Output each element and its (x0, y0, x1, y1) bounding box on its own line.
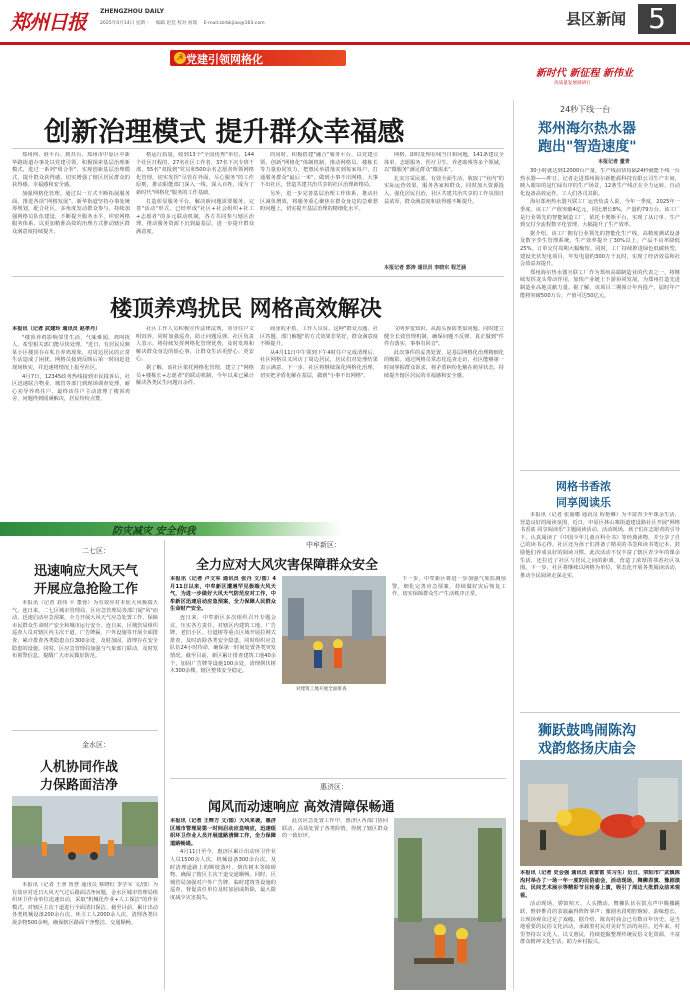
paragraph: 据了解，该社区依托网格化管理，建立了"网格员+楼栋长+志愿者"的联动机制，今年以来已累计解决各类民生问题百余件。 (136, 364, 254, 387)
divider (170, 778, 506, 779)
right-story1-kicker: 24秒下线一台 (560, 105, 611, 114)
paragraph: "楼顶养鸡影响邻里生活，气味难闻、鸡叫扰人，希望相关部门能尽快处理。"近日，有居民反映某小区楼顶存在私自养鸡现象，对周边居民的正常生活造成了困扰。网格员接到反映后第一时间赶赴现场核实，并迅速将情况上报至社区。 (12, 334, 130, 371)
story1-column-2 (136, 152, 254, 272)
paragraph: 打造彰显服务平台。解决新问题需要服务，完善"活动"形式，已经形成"社区+社会组织+社工+志愿者"的多元联动机制，各方共同参与辖区治理，推动服务资源下沉到最基层，进一步提升群众满意度。 (136, 198, 254, 235)
party-emblem-icon: ☭ (174, 52, 186, 64)
paragraph: 4月11日至今，惠济区累计出动环卫作业人员1500余人次，机械设备300余台次，及时清理道路上的断枝落叶、倒伏树木等障碍物，确保了辖区主次干道交通顺畅。同时，区城管局加强对户外广告牌、临时建筑等设施的巡查，督促责任单位及时加固或拆除，最大限度减少灾害损失。 (170, 849, 276, 901)
issue-editor: 编辑 赵佳 校对 祝瑞 (155, 21, 198, 26)
divider (520, 470, 680, 471)
issue-info (100, 20, 270, 26)
story2-headline: 楼顶养鸡扰民 网格高效解决 (110, 296, 382, 322)
paragraph: 活动现场，锣鼓喧天、人头攒动，舞狮队伍在鼓点声中腾挪跳跃，惟妙惟肖的表演赢得阵阵掌声；豫剧名段唱腔婉转、韵味悠长，让现场观众过足了戏瘾。据介绍，陈沟村庙会已有数百年历史，是当地重要的民俗文化活动，承载着村民对美好生活的向往。近年来，村里坚持以文化人、以文惠民，持续挖掘整理传统民俗文化资源，丰富群众精神文化生活，助力乡村振兴。 (520, 901, 680, 946)
story5-headline: 全力应对大风灾害保障群众安全 (196, 558, 379, 573)
paragraph: 社区工作人员积极宣传法律法规，劝导住户文明饲养，同时加强巡查，防止问题反弹。社区负责人表示，将持续发挥网格化管理优势，及时发现和解决群众身边的烦心事，让群众生活更舒心、更安心。 (136, 326, 254, 363)
right-story3-headline-2: 戏韵悠扬庆庙会 (538, 741, 636, 757)
right-story3-caption: 本报讯（记者 史会强 通讯员 袁雷雷 实习生）近日，荥阳市广武镇陈沟村举办了一场一年一度的民俗庙会，活动现场，舞狮表演、豫剧演出、民间艺术展示等精彩节目轮番上演，吸引了周边大批群众前来观看。 (520, 870, 680, 899)
story1-column-4 (384, 152, 504, 264)
story6-headline: 闻风而动速响应 高效清障保畅通 (208, 800, 395, 815)
newspaper-logo: 郑州日报 (10, 10, 86, 34)
story3-body (12, 600, 158, 724)
masthead-rule (0, 42, 690, 45)
slogan-main: 新时代 新征程 新伟业 (536, 68, 633, 79)
newspaper-english-name: ZHENGZHOU DAILY (100, 8, 164, 15)
story4-headline-2: 力保路面洁净 (40, 778, 119, 793)
column-separator (513, 100, 514, 990)
paragraph: 30小时就达到12000台产量，生产线前快每隔24秒就能下线一台热水器——昨日，记者走进郑州海尔新能源科技有限公司生产车间，映入眼帘的是忙碌有序的生产场景，12条生产线正在全力运转，自动化设备高效运作，工人们各司其职。 (520, 168, 680, 197)
paragraph: 本报讯（记者 王翠 鲁慧 通讯员 蔡晓红 李学军 文/图）为有效应对近日大风天气过后路面洁净问题，金水区城市管理局组织环卫作业单位迅速出动，采取"机械化作业+人工保洁"的作业模式，对辖区主次干道进行全面清扫保洁。截至目前，累计出动各类机械设备200余台次、环卫工人2000余人次，清理各类垃圾杂物500余吨，确保辖区路面干净整洁、交通顺畅。 (12, 882, 158, 926)
story3-headline-1: 迅速响应大风天气 (34, 564, 139, 579)
right-story1-body (520, 168, 680, 456)
paragraph: 本报讯（记者 刘伟 平 董蓉）为有效应对本轮大风极端天气，连日来，二七区城市管理局、区应急管理局等部门闻"风"而动，迅速启动应急预案，全力开展大风天气应急处置工作，保障市民群众生命财产安全和城市运行安全。连日来，区城管局组织巡查人员对辖区内主次干道、广告牌匾、户外设施等开展全面排查，累计排查各类隐患点位300余处，及时加固、清理存在安全隐患的设施。同时，区应急管理局加强与气象部门联动，及时发布预警信息，提醒广大市民做好防范。 (12, 600, 158, 660)
construction-site-photo (282, 576, 386, 684)
section-title: 县区新闻 (566, 10, 627, 28)
slogan-sub: 高质量发展调研行 (554, 81, 591, 86)
right-story1-headline-1: 郑州海尔热水器 (538, 121, 636, 137)
disaster-banner-label: 防灾减灾 安全你我 (112, 526, 196, 537)
right-story3-body (520, 870, 680, 992)
story1-column-1 (12, 152, 130, 272)
paragraph: 扎实宣采民部，有效全面生活，收取了"业内"的实际运营效果，服务各家和群众，同时加大资源投入，强化居民自治，社区共建共治共享的工作氛围日益浓厚，群众满意度和获得感不断提升。 (384, 175, 504, 205)
story6-lead: 本报讯（记者 王辉方 文/图）大风来袭，惠济区城市管理局第一时间启动应急响应，迅速组织环卫作业人员开展道路清障工作，全力保障道路畅通。 (170, 818, 276, 847)
paragraph: 从4月11日中午领到下午4时住户完成清理后，社区网格员又回访了周边居民，居民们对处理结果表示满意。下一步，社区将继续深化网格化治理，切实把矛盾化解在基层，做到"小事不出网格"。 (260, 349, 378, 379)
story3-district-tag: 二七区： (82, 547, 110, 555)
column-separator (164, 540, 165, 990)
divider (12, 730, 158, 731)
story1-byline: 本报记者 郭涛 通讯员 李晓东 程芝涵 (384, 265, 466, 271)
story3-headline-2: 开展应急抢险工作 (34, 582, 139, 597)
divider (12, 148, 504, 149)
paragraph: 连日来，中牟新区多次组织召开专题会议，压实各方责任，对辖区内建筑工地、广告牌、老旧小区、行道树等重点区域开展拉网式排查，及时消除各类安全隐患。同时组织应急队伍24小时待命，确保第一时间处置各类突发情况。截至目前，新区累计排查建筑工地40余个，加固广告牌等设施100余处，清理倒伏树木300余棵，辖区整体安全稳定。 (170, 614, 276, 675)
story6-district-tag: 惠济区： (320, 783, 348, 791)
story5-district-tag: 中牟新区： (306, 541, 341, 549)
story1-headline: 创新治理模式 提升群众幸福感 (44, 117, 405, 148)
paragraph: 据介绍，该工厂拥有行业领先的智能化生产线、高精度测试设备及数字孪生管理系统，生产效率提升了30%以上，产品不良率降低25%，订单交付周期大幅缩短。同时，工厂持续推进绿色低碳转型，建设光伏发电项目，年发电量约300万千瓦时，实现了经济效益和社会效益双提升。 (520, 230, 680, 268)
story4-headline-1: 人机协同作战 (40, 760, 119, 775)
paragraph: 下一步，中牟新区将进一步加强气象监测预警，细化完善应急预案，持续做好灾后恢复工作，切实保障群众生产生活秩序正常。 (392, 576, 506, 598)
story6-column-2 (282, 818, 388, 990)
issue-email[interactable]: E-mail:zzrbkjiao@163.com (203, 21, 265, 26)
lion-dance-illustration (520, 760, 682, 866)
issue-date: 2025年4月14日 星期一 (100, 21, 150, 26)
paragraph: 商身的矛盾，工作人员说，这种"群众点题、社区答题、部门解题"的方式效果非常好，群众满意度不断提升。 (260, 326, 378, 348)
paragraph: 网格、即时处理在线当日和问题，141条建议全体单，志愿服务、医疗卫生、养老助残等多个领域，以"微服务"满足群众"微需求"。 (384, 152, 504, 174)
story5-photo-caption: 对建筑工地开展全面排查 (296, 687, 347, 692)
story2-lead: 本报讯（记者 武建玲 通讯员 赵孝丹） (12, 326, 101, 332)
right-story1-headline-2: 跑出"智造速度" (538, 139, 637, 155)
paragraph: 文明养宠知识，从源头预防类似问题。同时建立健全长效管理机制，确保问题不反弹，真正做到"件件有落实、事事有回音"。 (384, 326, 504, 348)
right-story2-body (520, 512, 680, 700)
story6-column-1 (170, 818, 276, 990)
paragraph: 此次应急处置工作中，惠济区各部门协同联动，高效处置了各类险情，得到了辖区群众的一致好评。 (282, 818, 388, 840)
paragraph: 郑州海尔热水器互联工厂作为郑州高端制造业的代表之一，将继续发挥龙头带动作用，加快产业链上下游协同发展，为郑州打造先进制造业高地贡献力量。据了解，该项目二期预计年内投产，届时年产能将突破500万台，产值可达50亿元。 (520, 269, 680, 299)
divider (520, 712, 680, 713)
paragraph: 海尔郑州热水器互联工厂运营负责人说，今年一季度，2025年一季度，该工厂产值突破4亿元，同比增长8%，产量约79万台。该工厂是行业领先的智能制造工厂，依托卡奥斯平台，实现了从订单、生产到交付全流程数字化管理，大幅提升了生产效率。 (520, 199, 680, 229)
story5-column-1 (170, 576, 276, 772)
story4-body (12, 882, 158, 990)
story2-column-2 (136, 326, 254, 516)
paragraph: 的同时，积极搭建"融合"服务平台，以党建引领、创新"网格化"体制机制，推动网格员、楼栋长等力量协同发力，把惠民举措落实到每家每户，打通服务群众"最后一米"，做到小事不出网格、大事不出社区，营造共建共治共享的社区治理新格局。 (260, 152, 378, 189)
right-story2-headline-1: 网格书香浓 (556, 480, 611, 493)
story2-column-1 (12, 326, 130, 516)
story5-lead: 本报讯（记者 卢文军 通讯员 张丹 文/图）4月11日以来，中牟新区遭遇罕见极端大风天气，为进一步做好大风天气防范应对工作，中牟新区迅速启动应急预案，全力保障人民群众生命财产安全。 (170, 576, 276, 613)
lion-dance-photo (520, 760, 682, 866)
road-clearing-illustration (394, 818, 506, 990)
party-banner-label: 党建引领网格化 (186, 53, 263, 66)
page-number: 5 (638, 4, 676, 34)
right-story1-byline: 本报记者 董青 (598, 159, 630, 165)
story4-district-tag: 金水区： (82, 741, 110, 749)
road-clearing-photo (394, 818, 506, 990)
paragraph: 郑州网、谁平台、到苏台、郑州市中原区中新华路街道办事处以党建引领、积极探索基层治理新模式，进过一系列"组合拳"，实现创新基层治理模式，提升群众获得感，切实增强了辖区居民群众的获得感、幸福感和安全感。 (12, 152, 130, 189)
story2-column-4 (384, 326, 504, 516)
construction-site-illustration (282, 576, 386, 684)
right-story2-headline-2: 同享阅读乐 (556, 496, 611, 509)
street-cleaning-illustration (12, 796, 158, 878)
paragraph: 4月7日，12345政务热线接到市民投诉后，社区迅速联合物业、城管等部门到现场调查处理，耐心劝导养鸡住户，最终该住户主动清理了楼顶鸡舍，问题得到圆满解决，居民纷纷点赞。 (12, 373, 130, 403)
divider (12, 276, 504, 277)
paragraph: 格运行质量，收到13个"全国优秀"单位，144个社区日程的，27名社区工作者，37名下沉专班干部，55名"双报到"党员和500余名志愿者所领网格化管理，切实发挥"尽管在外面，尽心服务"的工作原则，推动职能部门深入一线、深入百姓，成为了新时代"网格化"服务的工作基础。 (136, 152, 254, 196)
story5-column-3 (392, 576, 506, 772)
paragraph: 此次事件的妥善处置，是基层网格化治理精细化的缩影。通过网格员常态化巡查走访，社区能够第一时间掌握群众诉求，将矛盾纠纷化解在萌芽状态，持续提升辖区居民的幸福感和安全感。 (384, 349, 504, 379)
street-cleaning-photo (12, 796, 158, 878)
story1-column-3 (260, 152, 378, 272)
story2-column-3 (260, 326, 378, 516)
paragraph: 另外，进一步完善基层治理工作体系，推动社区减负增效，将服务重心聚焦在群众身边的急难愁盼问题上，切实提升基层治理的精细化水平。 (260, 190, 378, 213)
right-story3-headline-1: 狮跃鼓鸣闹陈沟 (538, 723, 636, 739)
paragraph: 加强网格化管理。通过以一方式不断拓展服务面，推进各项“网格发展”。新华街道坚持办事处统筹规划，配合社区，多角度发动群众参与，持续加强网格员队伍建设，不断提升服务水平，织密网格服务体系，以更加精准高效的治理方式推动辖区群众满意度持续提升。 (12, 190, 130, 235)
paragraph: 本报讯（记者 张丽娜 通讯员 程艳琳）为丰富青少年课余生活，营造良好的阅读氛围，近日，中原区林山寨街道建设路社区开展"网格书香浓 同享阅读乐"主题阅读活动。活动现场，孩子们在志愿者的引导下，认真阅读了《中国少年儿童百科全书》等经典读物，并分享了自己的读书心得。社区还为孩子们准备了精美的书签和读书笔记本，鼓励他们养成良好的阅读习惯。此次活动不仅丰富了辖区青少年的课余生活，还拉近了社区与居民之间的距离，营造了浓厚的书香社区氛围。下一步，社区将继续以网格为单位，常态化开展各类阅读活动，推动全民阅读走深走实。 (520, 512, 680, 579)
